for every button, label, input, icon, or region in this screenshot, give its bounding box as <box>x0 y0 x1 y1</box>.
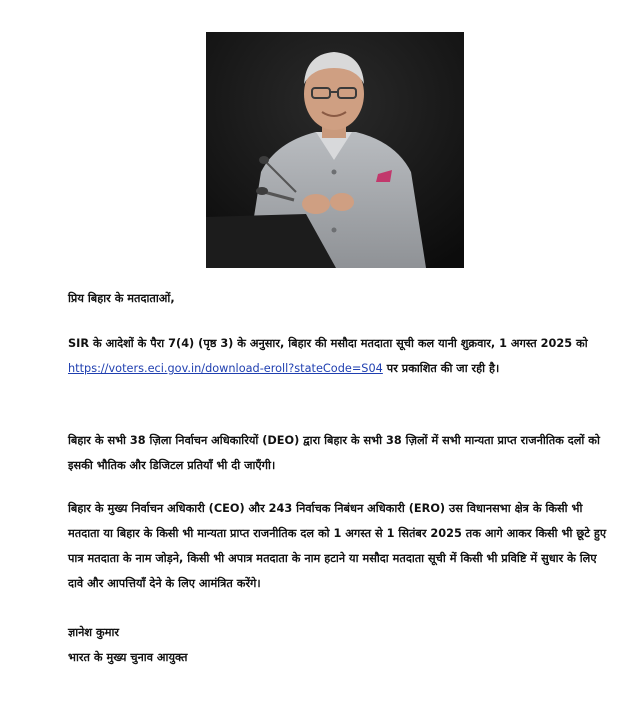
signatory-name: ज्ञानेश कुमार <box>68 626 120 639</box>
paragraph-publication-intro: SIR के आदेशों के पैरा 7(4) (पृष्ठ 3) के अनुसार, बिहार की मसौदा मतदाता सूची कल यानी शुक्रवार, 1 अगस्त 2025 को <box>68 337 588 350</box>
paragraph-distribution: बिहार के सभी 38 ज़िला निर्वाचन अधिकारियों (DEO) द्वारा बिहार के सभी 38 ज़िलों में सभी मान्यता प्राप्त राजनीतिक दलों को इसकी भौतिक और डिजिटल प्रतियाँ भी दी जाएँगी। <box>68 434 600 472</box>
paragraph-publication <box>68 331 608 381</box>
paragraph-publication-outro: पर प्रकाशित की जा रही है। <box>382 362 500 375</box>
paragraph-claims-objections: बिहार के मुख्य निर्वाचन अधिकारी (CEO) और 243 निर्वाचक निबंधन अधिकारी (ERO) उस विधानसभा क्षेत्र के किसी भी मतदाता या बिहार के किसी भी मान्यता प्राप्त राजनीतिक दल को 1 अगस्त से 1 सितंबर 2025 तक आगे आकर किसी भी छूटे हुए पात्र मतदाता के नाम जोड़ने, किसी भी अपात्र मतदाता के नाम हटाने या मसौदा मतदाता सूची में किसी भी प्रविष्टि में सुधार के लिए दावे और आपत्तियाँ देने के लिए आमंत्रित करेंगे। <box>68 502 607 590</box>
speaker-photo <box>206 32 464 268</box>
signatory-title: भारत के मुख्य चुनाव आयुक्त <box>68 651 188 664</box>
electoral-roll-link[interactable]: https://voters.eci.gov.in/download-eroll?stateCode=S04 <box>68 362 383 375</box>
speaker-illustration <box>206 32 464 268</box>
salutation: प्रिय बिहार के मतदाताओं, <box>68 292 175 305</box>
